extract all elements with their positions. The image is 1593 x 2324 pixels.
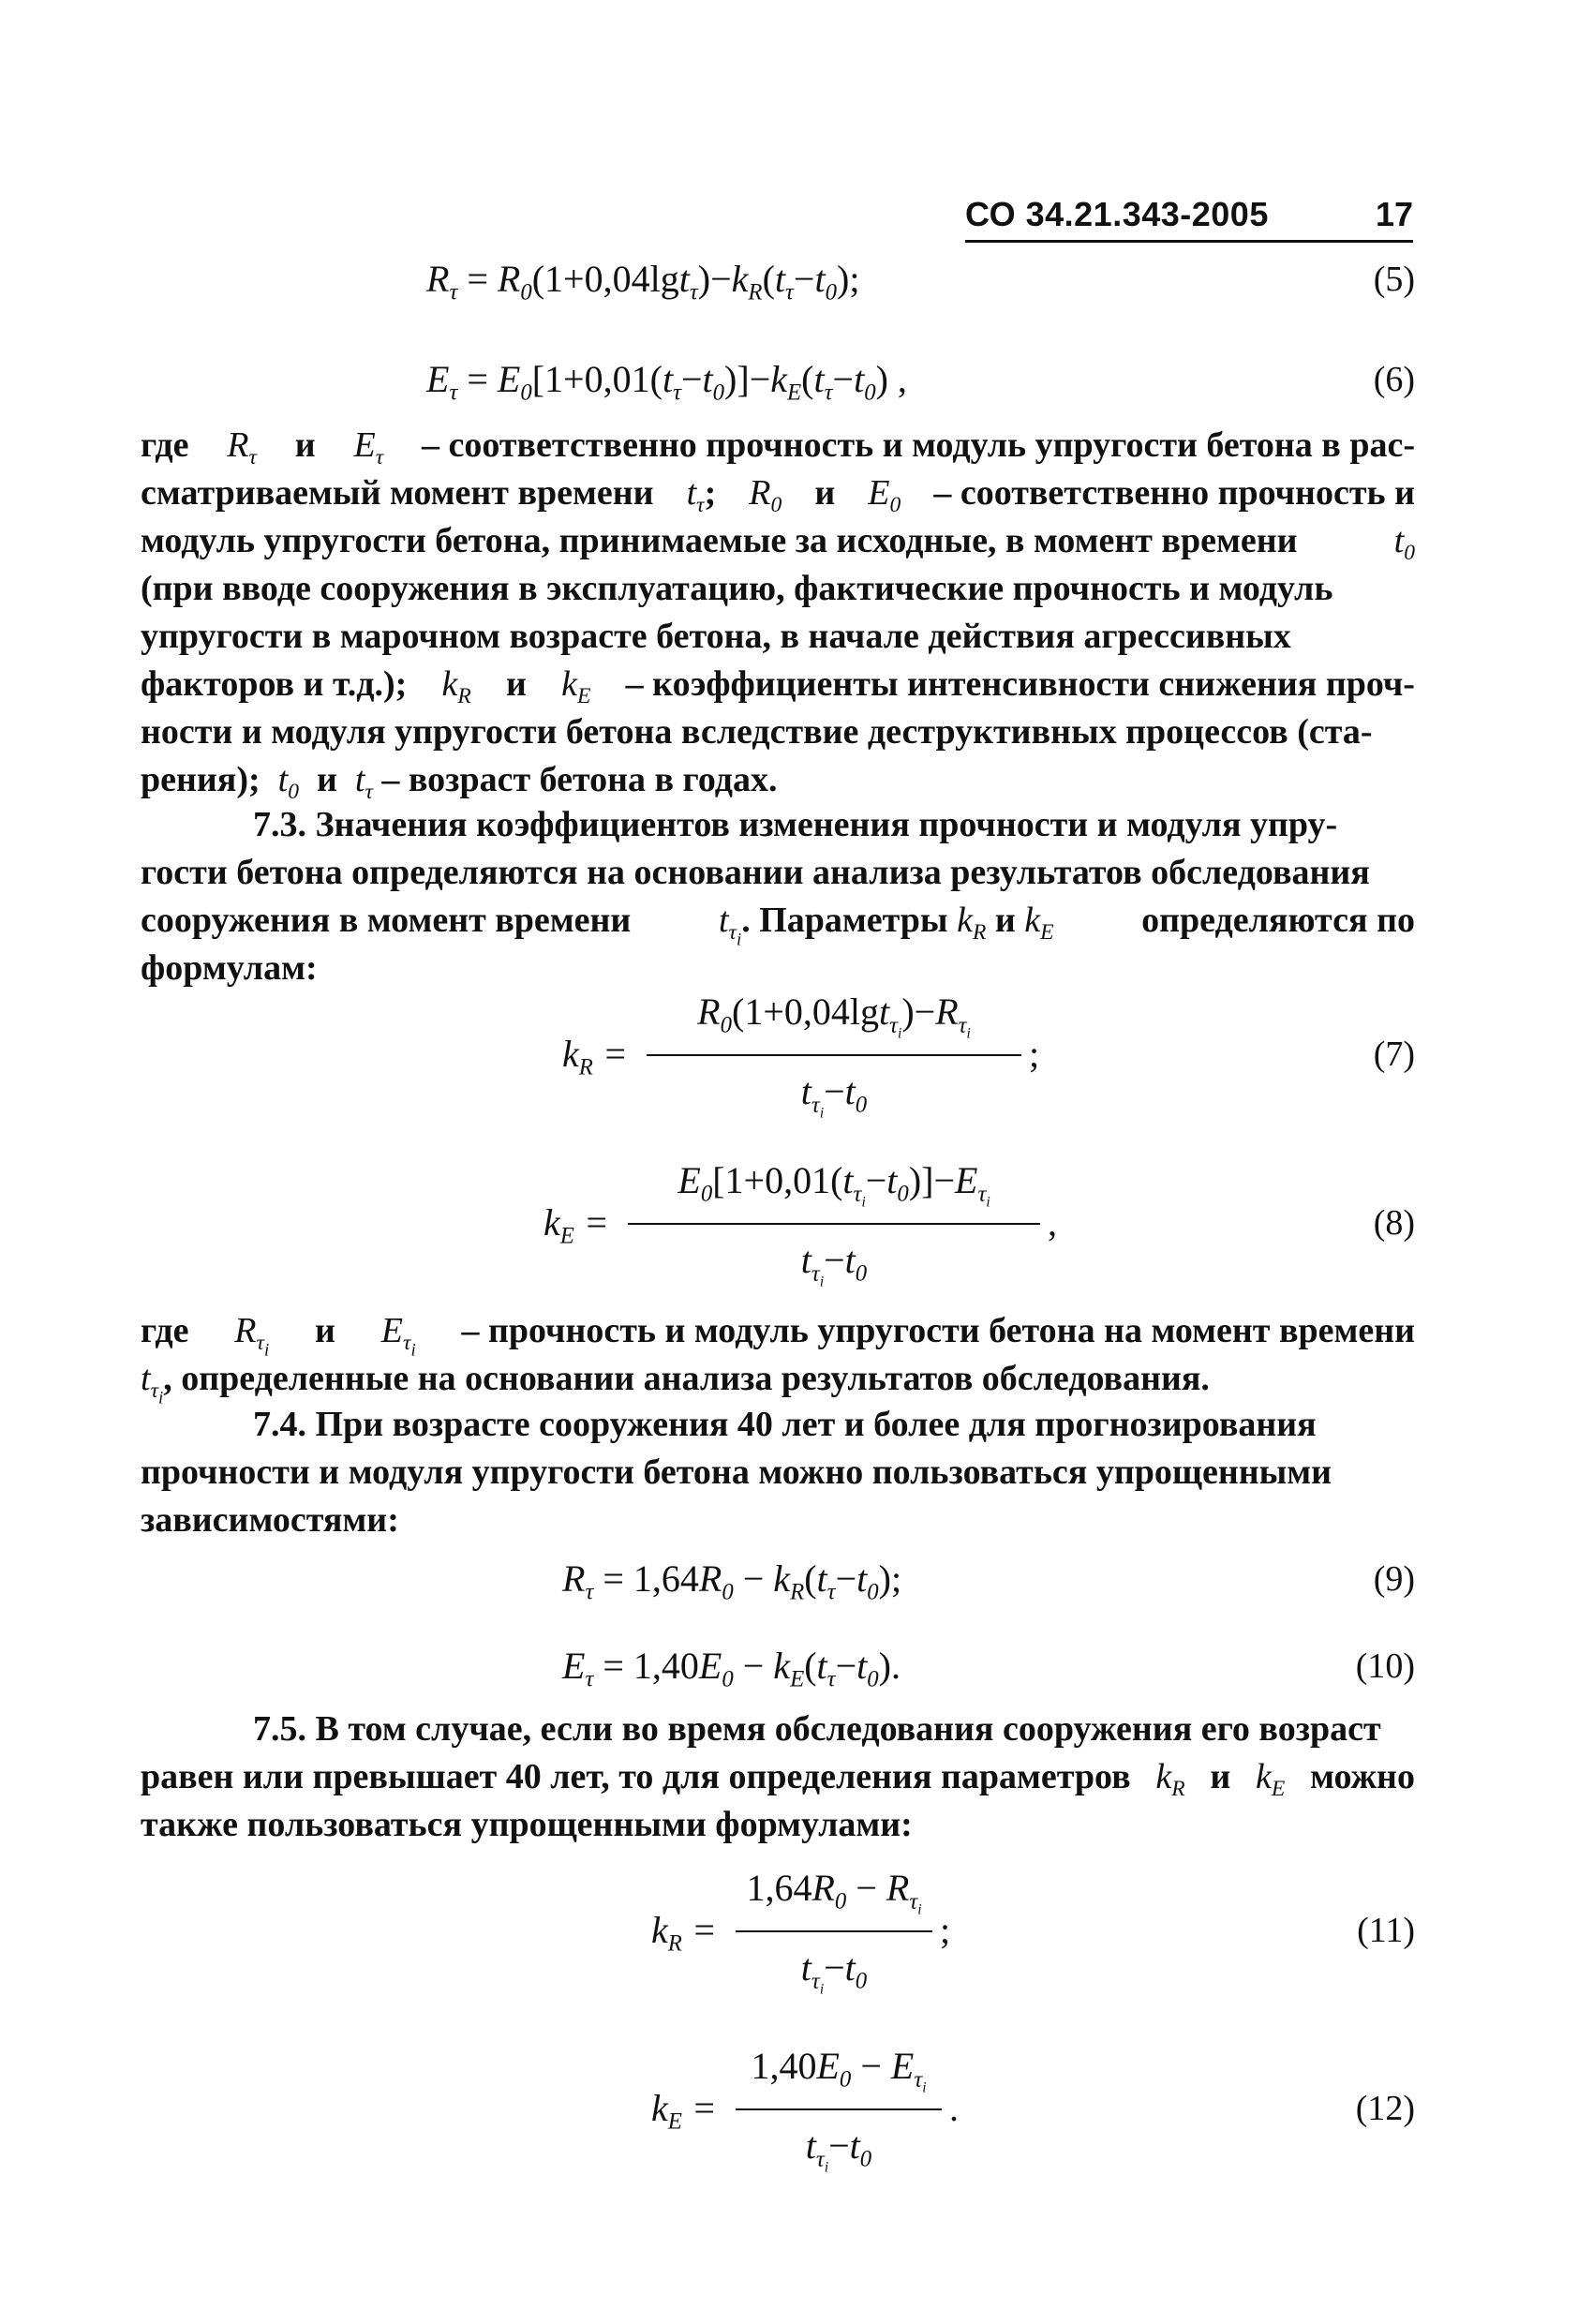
standard-code: СО 34.21.343-2005 [965,195,1269,233]
equation-7-denominator: $t_{\tau_i}-t_0$ [800,1070,868,1122]
equation-11-semicolon: ; [940,1909,951,1951]
equation-10: $E_\tau = 1,40E_0 - k_E(t_\tau-t_0)$. [562,1645,901,1692]
text-line: модуль упругости бетона, принимаемые за исходные, в момент времени $t_0$ [141,521,1415,566]
equation-12 [651,2038,960,2179]
paragraph-7-4 [141,1401,1415,1544]
paragraph-7-3 [141,801,1415,992]
equation-8-numerator: $E_0[1+0,01(t_{\tau_i}-t_0)]-E_{\tau_i}$ [677,1159,990,1211]
text-line: факторов и т.д.); $k_R$ и $k_E$ – коэффициенты интенсивности снижения проч- [141,664,1415,709]
equation-5: $R_\tau = R_0(1+0,04\lg t_\tau)-k_R(t_\tau-t_0)$; [426,258,860,305]
text-line: равен или превышает 40 лет, то для определения параметров $k_R$ и $k_E$ можно [141,1757,1415,1802]
equation-11 [651,1860,960,2001]
text-line: сматриваемый момент времени $t_\tau$; $R_0$ и $E_0$ – соответственно прочность и [141,473,1415,518]
equation-7-semicolon: ; [1029,1033,1040,1075]
equation-9: $R_\tau = 1,64R_0 - k_R(t_\tau-t_0)$; [562,1557,902,1605]
equation-8-comma: , [1048,1201,1057,1244]
page-header [965,192,1413,237]
equation-number-7: (7) [1373,1035,1415,1074]
text-line: также пользоваться упрощенными формулами: [141,1805,913,1844]
fraction-bar [647,1054,1021,1056]
paragraph-7-5 [141,1706,1415,1849]
text-line: зависимостями: [141,1500,399,1540]
equation-number-6: (6) [1373,360,1415,399]
paragraph-definitions-2 [141,1307,1415,1408]
equation-11-numerator: $1,64R_0 - R_{\tau_i}$ [746,1867,922,1918]
equation-11-lhs: $k_R$ = [651,1909,717,1957]
equation-number-10: (10) [1355,1646,1415,1686]
fraction-bar [736,1930,932,1932]
equation-number-11: (11) [1357,1911,1415,1950]
text-line: $t_{\tau_i}$, определенные на основании анализа результатов обследования. [141,1359,1210,1408]
equation-12-lhs: $k_E$ = [651,2087,717,2135]
equation-number-5: (5) [1373,260,1415,299]
equation-11-denominator: $t_{\tau_i}-t_0$ [800,1946,868,1998]
equation-7-lhs: $k_R$ = [562,1033,628,1080]
equation-8-lhs: $k_E$ = [543,1201,609,1249]
text-line: (при вводе сооружения в эксплуатацию, фактические прочность и модуль [141,569,1333,608]
equation-8-denominator: $t_{\tau_i}-t_0$ [800,1239,868,1290]
equation-number-12: (12) [1355,2089,1415,2128]
header-rule [965,240,1413,243]
equation-12-denominator: $t_{\tau_i}-t_0$ [805,2124,872,2176]
text-line: формулам: [141,948,318,988]
text-line: где $R_\tau$ и $E_\tau$ – соответственно прочность и модуль упругости бетона в рас- [141,425,1415,470]
text-line: 7.5. В том случае, если во время обследования сооружения его возраст [253,1709,1381,1749]
equation-7-numerator: $R_0(1+0,04\lg t_{\tau_i})-R_{\tau_i}$ [697,991,971,1042]
text-line: 7.3. Значения коэффициентов изменения прочности и модуля упру- [253,805,1338,844]
equation-12-period: . [949,2087,959,2129]
text-line: гости бетона определяются на основании анализа результатов обследования [141,853,1370,892]
text-line: упругости в марочном возрасте бетона, в начале действия агрессивных [141,617,1291,656]
page-number: 17 [1375,195,1413,233]
text-line: 7.4. При возрасте сооружения 40 лет и более для прогнозирования [253,1405,1317,1444]
equation-7 [562,984,1050,1125]
text-line: ности и модуля упругости бетона вследствие деструктивных процессов (ста- [141,712,1373,752]
text-line: рения); $t_0$ и $t_\tau$ – возраст бетона в годах. [141,760,778,805]
text-line: где $R_{\tau_i}$ и $E_{\tau_i}$ – прочность и модуль упругости бетона на момент времени [141,1311,1415,1361]
text-line: сооружения в момент времени $t_{\tau_i}$. Параметры $k_R$ и $k_E$ определяются по [141,901,1415,950]
equation-8 [543,1153,1068,1293]
paragraph-definitions-1 [141,422,1415,804]
text-line: прочности и модуля упругости бетона можно пользоваться упрощенными [141,1452,1332,1492]
equation-12-numerator: $1,40E_0 - E_{\tau_i}$ [751,2045,927,2096]
fraction-bar [628,1223,1040,1225]
fraction-bar [736,2108,942,2110]
equation-number-8: (8) [1373,1203,1415,1243]
equation-number-9: (9) [1373,1559,1415,1599]
equation-6: $E_\tau = E_0[1+0,01(t_\tau-t_0)]-k_E(t_\tau-t_0)$ , [426,358,907,406]
